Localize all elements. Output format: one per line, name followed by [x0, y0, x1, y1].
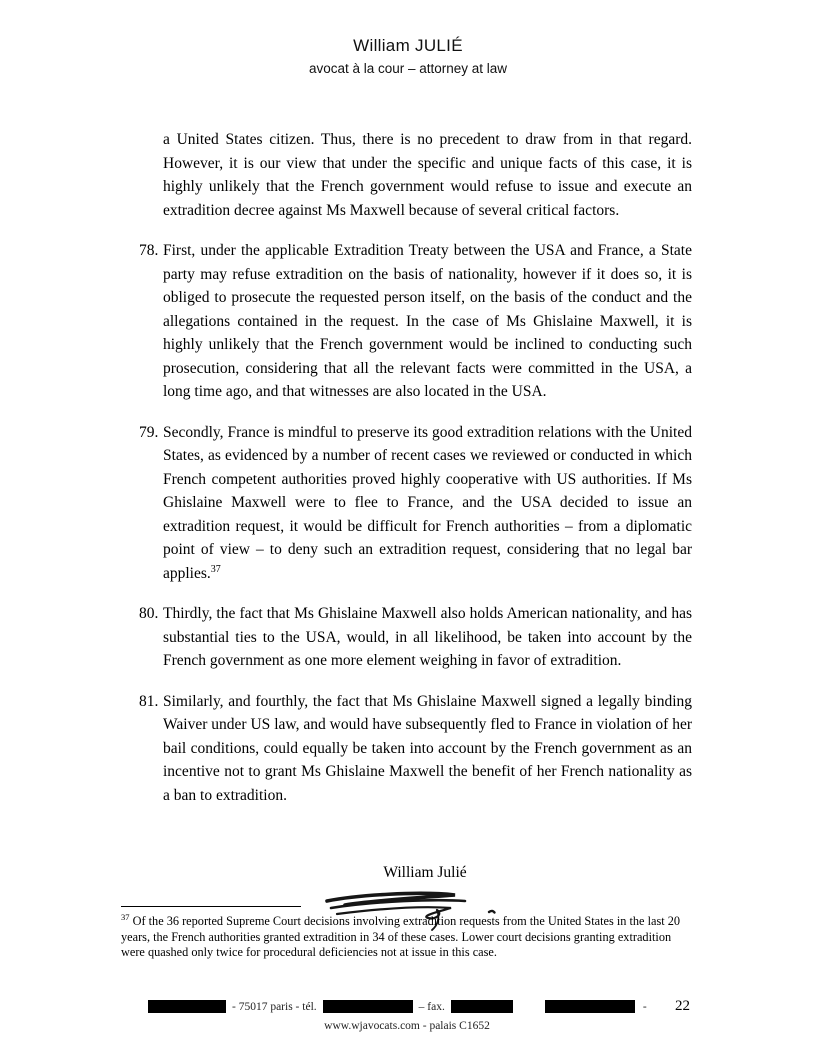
document-body [122, 128, 692, 938]
footer-contact-line [122, 998, 692, 1015]
footnote-reference: 37 [210, 563, 221, 575]
footnote-text: Of the 36 reported Supreme Court decisions involving extradition requests from the United States in the last 20 years, the French authorities granted extradition in 34 of these cases. Lower court decisions granting extradition were quashed only twice for procedural deficiencies not at issue in this case. [121, 914, 681, 959]
paragraph-text: Secondly, France is mindful to preserve its good extradition relations with the United States, as evidenced by a number of recent cases we reviewed or conducted in which French competent authorities proved highly cooperative with US authorities. If Ms Ghislaine Maxwell were to flee to France, and the USA decided to issue an extradition request, it would be difficult for French authorities – from a diplomatic point of view – to deny such an extradition request, considering that no legal bar applies. [163, 423, 692, 582]
paragraph-79 [122, 421, 692, 586]
page-footer [122, 998, 692, 1032]
redacted-address-block [148, 1000, 226, 1013]
paragraph-number: 79. [139, 423, 159, 441]
paragraph-number: 78. [139, 242, 159, 259]
paragraph-text: First, under the applicable Extradition Treaty between the USA and France, a State party may refuse extradition on the basis of nationality, however if it does so, it is obliged to prosecute the requested person itself, on the basis of the conduct and the allegations contained in the request. In the case of Ms Ghislaine Maxwell, it is highly unlikely that the French government would be inclined to conducting such prosecution, considering that all the relevant facts were committed in the USA, a long time ago, and that witnesses are also located in the USA. [163, 242, 692, 400]
paragraph-80 [122, 602, 692, 673]
footnote-area [121, 906, 690, 961]
footnote-separator [121, 906, 301, 907]
footnote-37 [121, 911, 690, 961]
paragraph-text: Thirdly, the fact that Ms Ghislaine Maxwell also holds American nationality, and has substantial ties to the USA, would, in all likelihood, be taken into account by the French government as one more element weighing in favor of extradition. [163, 605, 692, 669]
paragraph-continuation: a United States citizen. Thus, there is no precedent to draw from in that regard. However, it is our view that under the specific and unique facts of this case, it is highly unlikely that the French government would refuse to issue and execute an extradition decree against Ms Maxwell because of several critical factors. [163, 131, 692, 219]
page-number: 22 [675, 998, 690, 1014]
letterhead-subtitle: avocat à la cour – attorney at law [308, 61, 508, 76]
footer-website-line: www.wjavocats.com - palais C1652 [324, 1020, 490, 1032]
footer-dash: - [642, 1000, 647, 1013]
paragraph-number: 81. [139, 692, 159, 710]
paragraph-78 [122, 239, 692, 404]
footnote-marker: 37 [121, 911, 130, 922]
redacted-email-block [545, 1000, 635, 1013]
paragraph-81 [122, 690, 692, 808]
footer-address-text: - 75017 paris - tél. [232, 1000, 317, 1013]
footer-fax-label: – fax. [418, 1000, 445, 1013]
paragraph-text: Similarly, and fourthly, the fact that Ms Ghislaine Maxwell signed a legally binding Waiver under US law, and would have subsequently fled to France in violation of her bail conditions, could equally be taken into account by the French government as an incentive not to grant Ms Ghislaine Maxwell the benefit of her French nationality as a ban to extradition. [163, 692, 692, 804]
paragraph-number: 80. [139, 605, 159, 622]
letterhead [0, 0, 816, 76]
redacted-fax-block [451, 1000, 513, 1013]
letterhead-name: William JULIÉ [353, 36, 463, 55]
redacted-phone-block [323, 1000, 413, 1013]
signatory-name: William Julié [383, 864, 467, 881]
